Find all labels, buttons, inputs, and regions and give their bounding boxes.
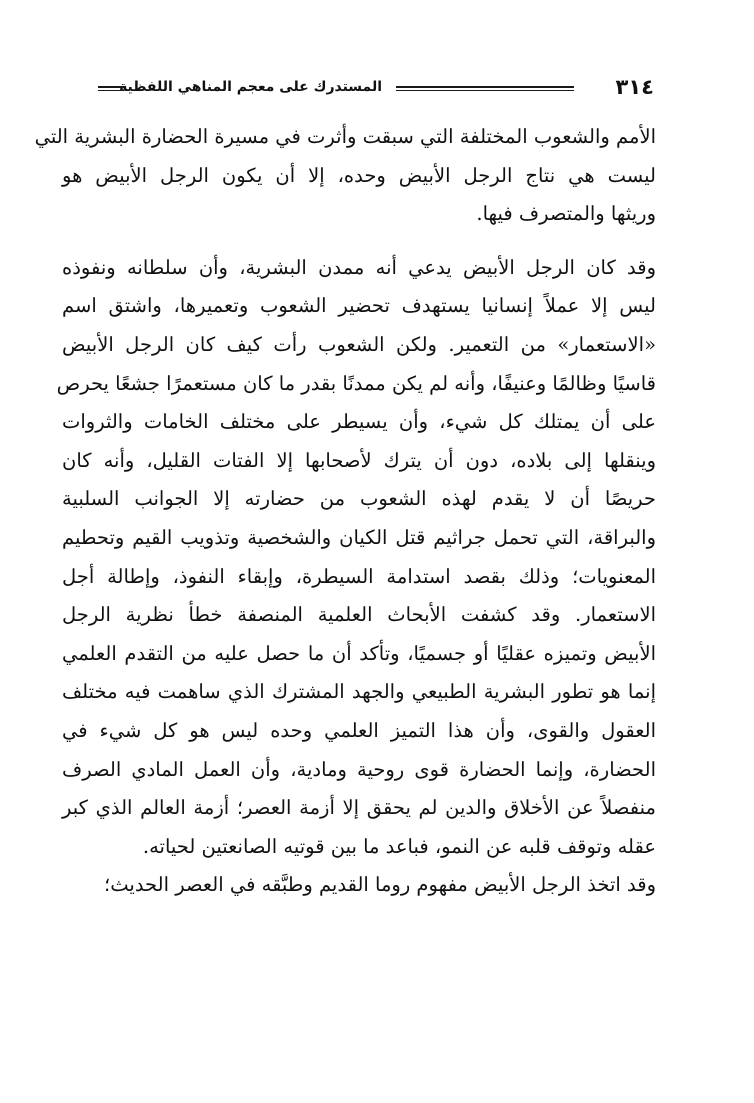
paragraph-gap <box>62 234 656 249</box>
text-line: وقد كان الرجل الأبيض يدعي أنه ممدن البشرية، وأن سلطانه ونفوذه <box>62 255 656 279</box>
text-line: الأمم والشعوب المختلفة التي سبقت وأثرت في مسيرة الحضارة البشرية التي <box>34 125 656 148</box>
text-line: الاستعمار. وقد كشفت الأبحاث العلمية المنصفة خطأ نظرية الرجل <box>62 603 656 627</box>
page-header <box>60 74 654 104</box>
text-line: إنما هو تطور البشرية الطبيعي والجهد المشترك الذي ساهمت فيه مختلف <box>62 680 656 704</box>
text-line: وقد اتخذ الرجل الأبيض مفهوم روما القديم وطبَّقه في العصر الحديث؛ <box>104 873 656 897</box>
page-number: ٣١٤ <box>615 75 654 99</box>
text-line: ليست هي نتاج الرجل الأبيض وحده، إلا أن يكون الرجل الأبيض هو <box>62 163 656 187</box>
text-line: العقول والقوى، وأن هذا التميز العلمي وحده ليس هو كل شيء في <box>62 718 656 742</box>
text-line: ليس إلا عملاً إنسانيا يستهدف تحضير الشعوب وتعميرها، واشتق اسم <box>62 294 656 318</box>
text-line: المعنويات؛ وذلك بقصد استدامة السيطرة، وإبقاء النفوذ، وإطالة أجل <box>62 564 656 588</box>
paragraph <box>34 118 656 234</box>
text-line: حريصًا أن لا يقدم لهذه الشعوب من حضارته إلا الجوانب السلبية <box>62 487 656 511</box>
text-line: الحضارة، وإنما الحضارة قوى روحية ومادية، وأن العمل المادي الصرف <box>62 757 656 781</box>
text-line: على أن يمتلك كل شيء، وأن يسيطر على مختلف الخامات والثروات <box>62 410 656 434</box>
text-line: منفصلاً عن الأخلاق والدين لم يحقق إلا أزمة العصر؛ أزمة العالم الذي كبر <box>62 796 656 820</box>
header-rule <box>98 86 124 91</box>
text-line: قاسيًا وظالمًا وعنيفًا، وأنه لم يكن ممدنًا بقدر ما كان مستعمرًا جشعًا يحرص <box>56 371 656 395</box>
text-line: «الاستعمار» من التعمير. ولكن الشعوب رأت كيف كان الرجل الأبيض <box>62 332 656 356</box>
text-line: عقله وتوقف قلبه عن النمو، فباعد ما بين قوتيه الصانعتين لحياته. <box>142 834 656 858</box>
text-line: الأبيض وتميزه عقليًا أو جسميًا، وتأكد أن ما حصل عليه من التقدم العلمي <box>62 641 656 665</box>
paragraph <box>62 866 656 905</box>
header-rule <box>396 86 574 91</box>
text-line: والبراقة، التي تحمل جراثيم قتل الكيان والشخصية وتذويب القيم وتحطيم <box>62 525 656 549</box>
text-line: وريثها والمتصرف فيها. <box>476 202 656 226</box>
body-text <box>34 118 656 905</box>
text-line: وينقلها إلى بلاده، دون أن يترك لأصحابها إلا الفتات القليل، وأنه كان <box>62 448 656 472</box>
paragraph <box>56 249 656 867</box>
running-title: المستدرك على معجم المناهي اللفظية <box>119 79 382 95</box>
